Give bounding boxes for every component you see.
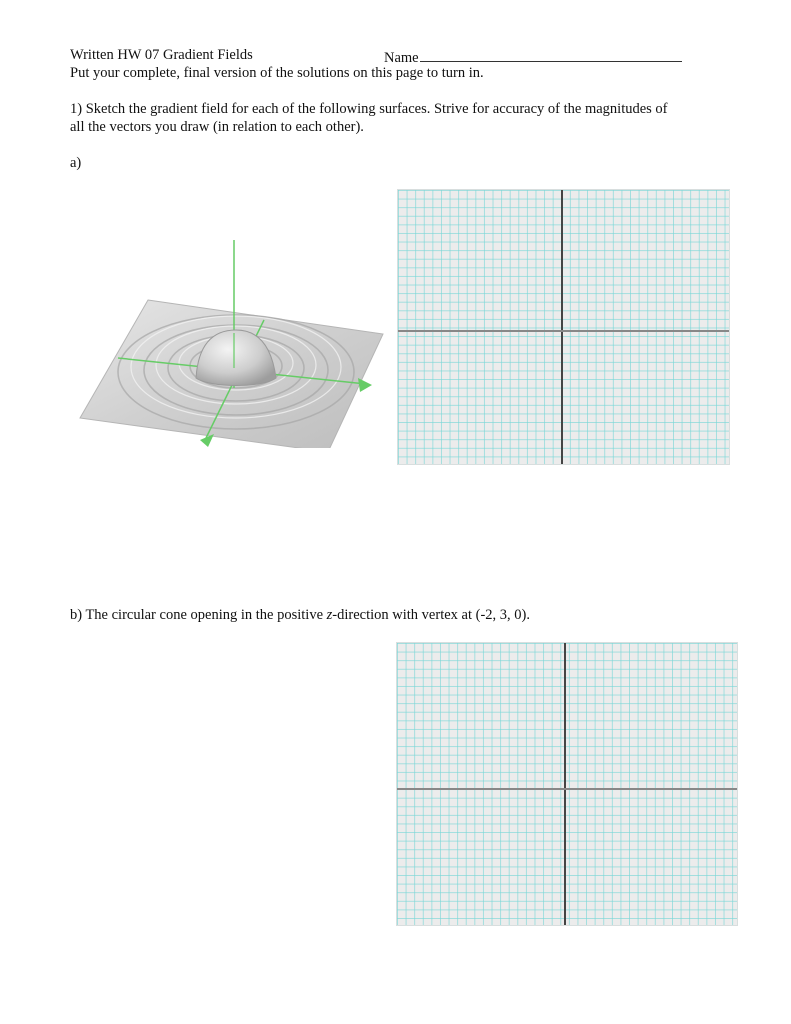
name-blank-line[interactable] — [420, 47, 682, 62]
x-axis-arrow — [358, 378, 372, 392]
grid-b-x-axis — [397, 788, 737, 790]
part-b-text: b) The circular cone opening in the positive z-direction with vertex at (-2, 3, 0). — [70, 607, 530, 623]
surface-plot-image — [78, 238, 388, 448]
grid-b-y-axis — [564, 643, 566, 925]
instruction-text: Put your complete, final version of the solutions on this page to turn in. — [70, 65, 484, 81]
name-label: Name — [384, 50, 419, 66]
grid-a-y-axis — [561, 190, 563, 464]
graph-grid-b[interactable] — [396, 642, 738, 926]
assignment-title: Written HW 07 Gradient Fields — [70, 47, 253, 63]
problem-1-line-1: 1) Sketch the gradient field for each of the following surfaces. Strive for accuracy of the magnitudes of — [70, 101, 668, 117]
grid-a-x-axis — [398, 330, 729, 332]
part-a-label: a) — [70, 155, 82, 171]
graph-grid-a[interactable] — [397, 189, 730, 465]
name-field[interactable] — [384, 47, 682, 67]
problem-1-line-2: all the vectors you draw (in relation to each other). — [70, 119, 364, 135]
z-variable: z — [326, 607, 333, 623]
